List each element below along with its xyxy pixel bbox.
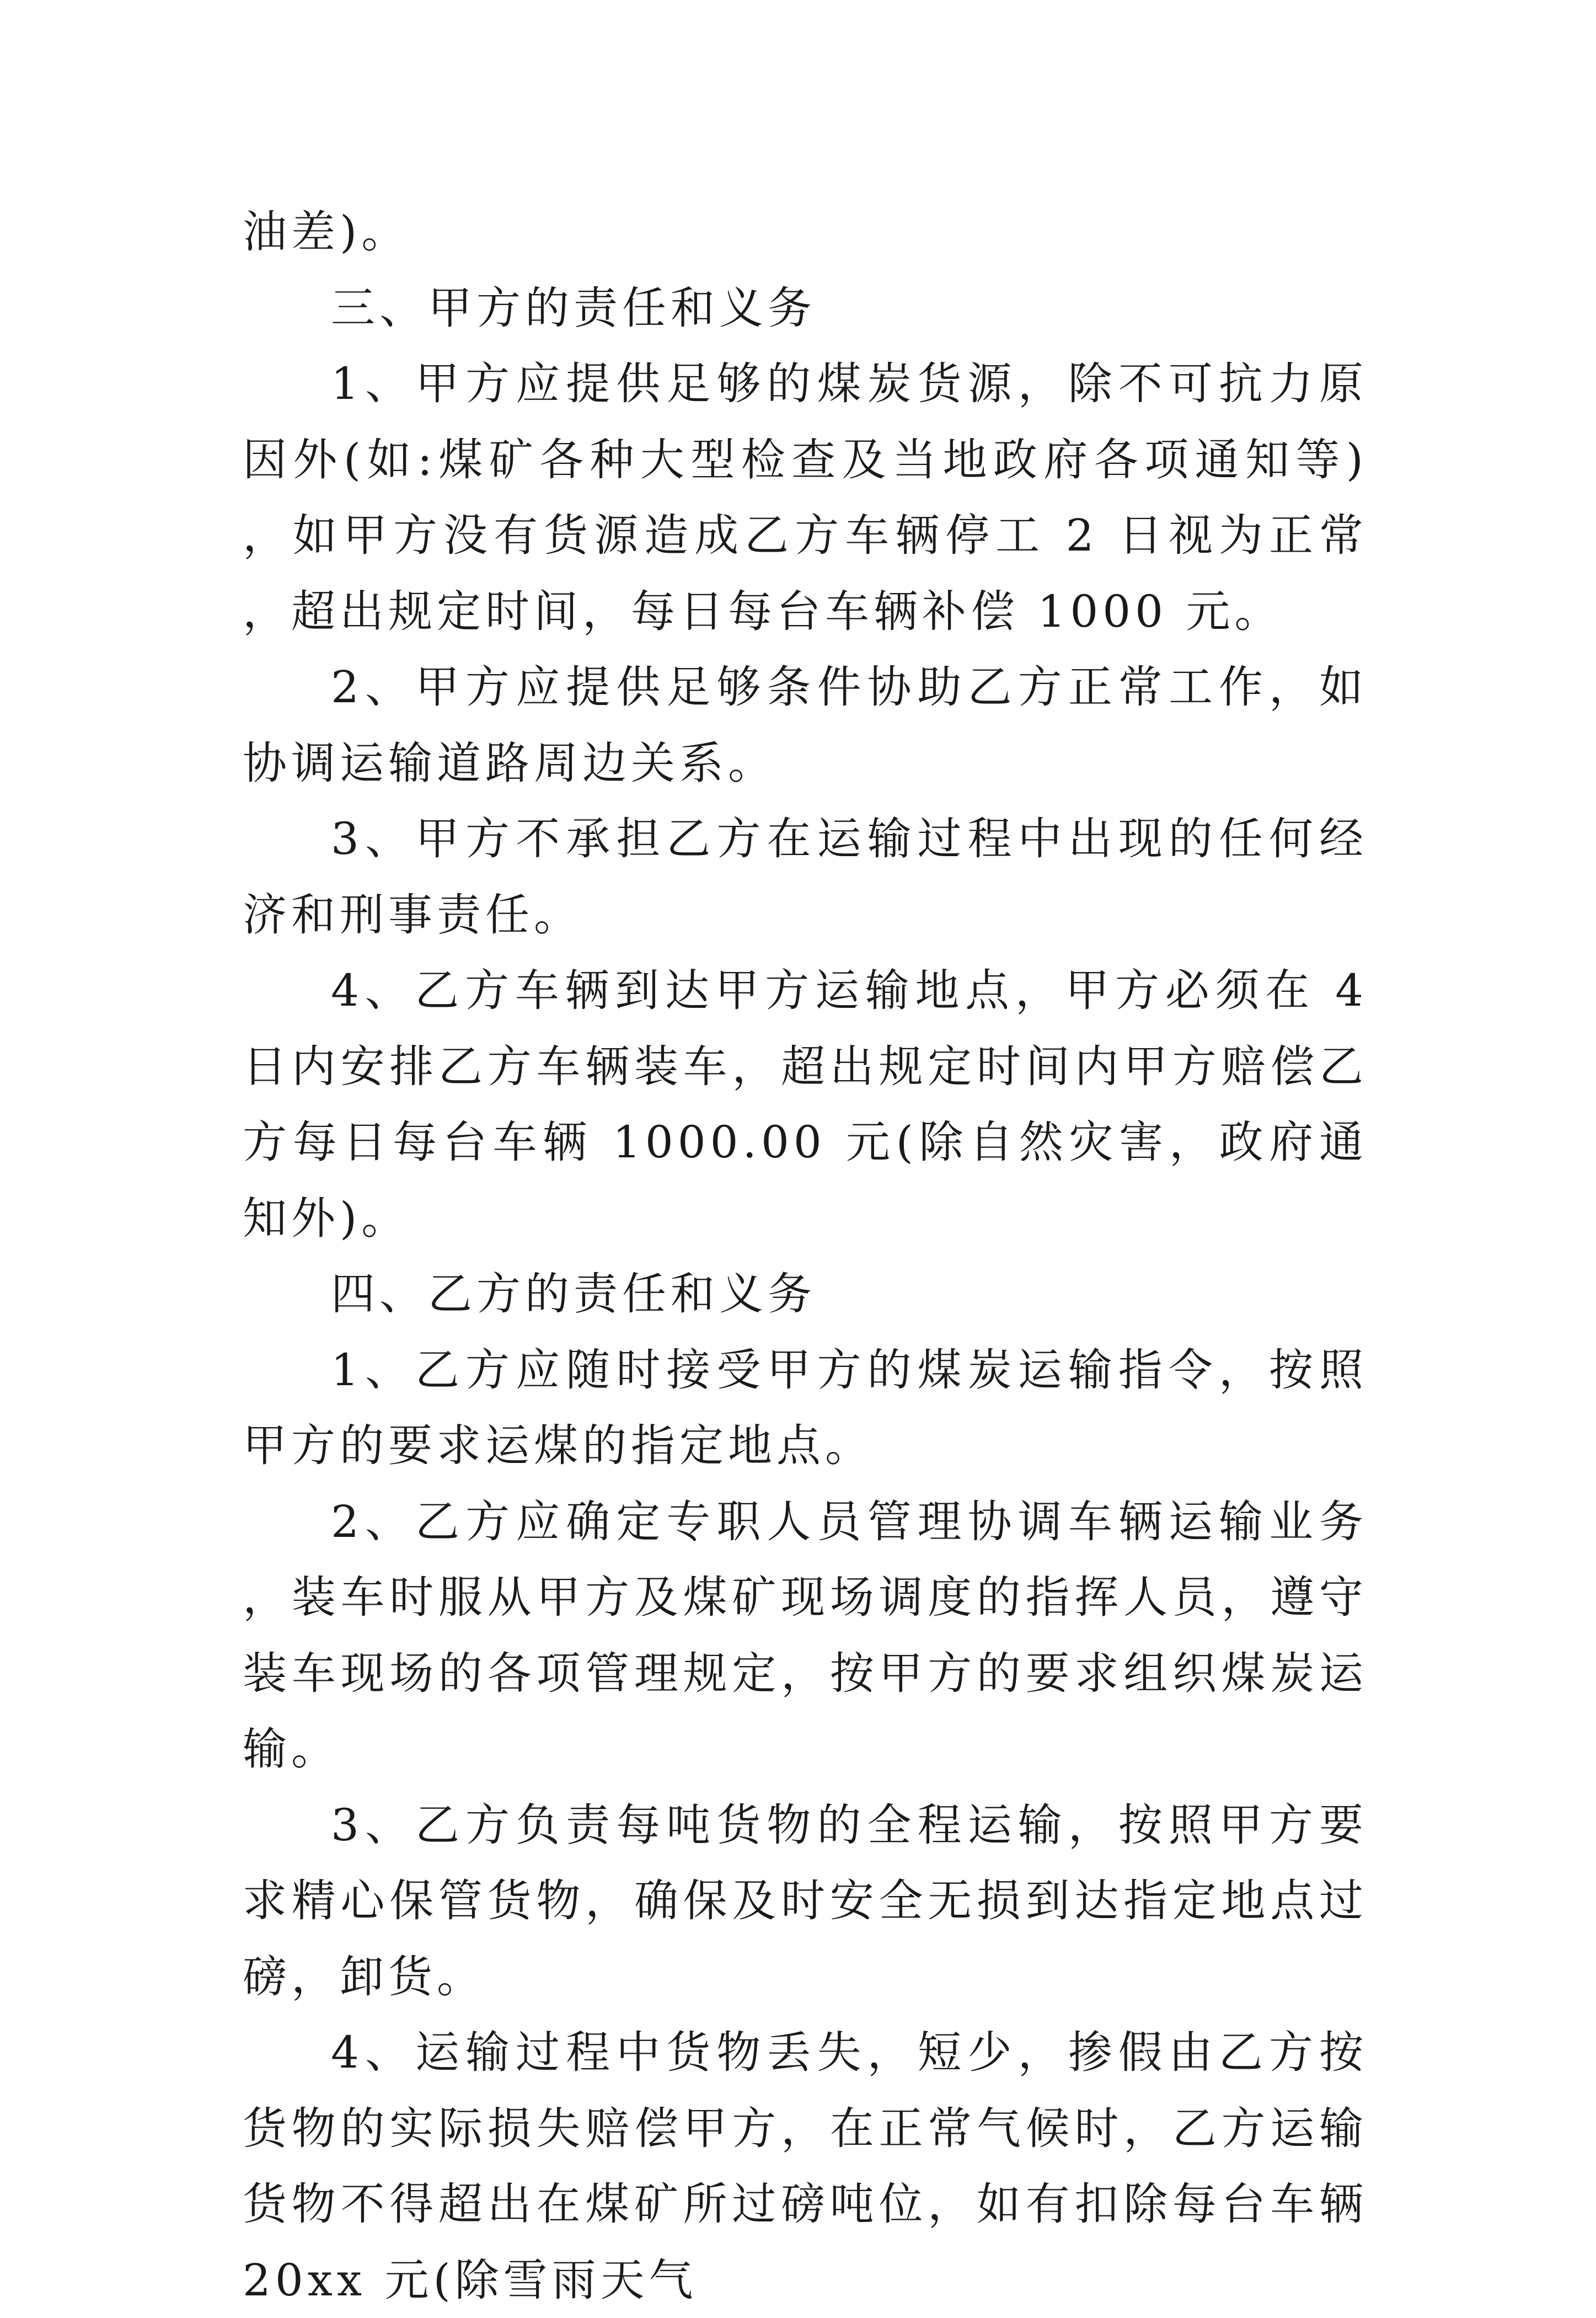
paragraph-party-a-2: 2、甲方应提供足够条件协助乙方正常工作，如协调运输道路周边关系。 <box>243 661 1368 789</box>
paragraph-party-b-1: 1、乙方应随时接受甲方的煤炭运输指令，按照甲方的要求运煤的指定地点。 <box>243 1344 1368 1471</box>
paragraph-party-b-4: 4、运输过程中货物丢失，短少，掺假由乙方按货物的实际损失赔偿甲方，在正常气候时，乙方运输货物不得超出在煤矿所过磅吨位，如有扣除每台车辆 20xx 元(除雪雨天气 <box>243 2027 1368 2306</box>
paragraph-party-a-3: 3、甲方不承担乙方在运输过程中出现的任何经济和刑事责任。 <box>243 813 1368 941</box>
paragraph-continuation: 油差)。 <box>243 206 410 258</box>
document-body <box>243 194 1368 2318</box>
paragraph-party-b-3: 3、乙方负责每吨货物的全程运输，按照甲方要求精心保管货物，确保及时安全无损到达指定地点过磅，卸货。 <box>243 1799 1368 2002</box>
section-heading-party-a: 三、甲方的责任和义务 <box>331 282 816 334</box>
paragraph-party-a-4: 4、乙方车辆到达甲方运输地点，甲方必须在 4 日内安排乙方车辆装车，超出规定时间内甲方赔偿乙方每日每台车辆 1000.00 元(除自然灾害，政府通知外)。 <box>243 965 1368 1244</box>
paragraph-party-a-1: 1、甲方应提供足够的煤炭货源，除不可抗力原因外(如:煤矿各种大型检查及当地政府各项通知等)，如甲方没有货源造成乙方车辆停工 2 日视为正常，超出规定时间，每日每台车辆补偿 1000 元。 <box>243 358 1368 637</box>
paragraph-party-b-2: 2、乙方应确定专职人员管理协调车辆运输业务，装车时服从甲方及煤矿现场调度的指挥人员，遵守装车现场的各项管理规定，按甲方的要求组织煤炭运输。 <box>243 1496 1368 1775</box>
section-heading-party-b: 四、乙方的责任和义务 <box>331 1268 816 1320</box>
